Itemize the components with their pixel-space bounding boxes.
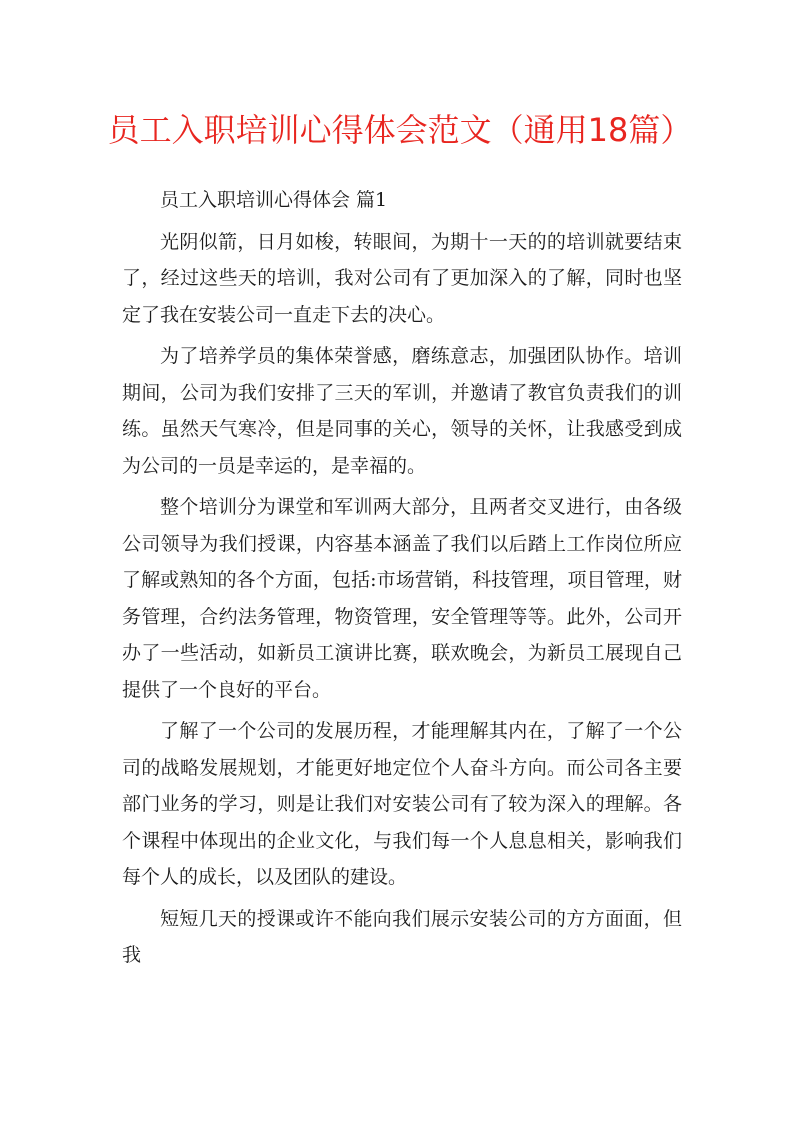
paragraph: 短短几天的授课或许不能向我们展示安装公司的方方面面，但我 [122, 907, 682, 966]
paragraph: 了解了一个公司的发展历程，才能理解其内在，了解了一个公司的战略发展规划，才能更好地定位个人奋斗方向。而公司各主要部门业务的学习，则是让我们对安装公司有了较为深入的理解。各个课程中体现出的企业文化，与我们每一个人息息相关，影响我们每个人的成长，以及团队的建设。 [122, 720, 682, 888]
paragraph: 为了培养学员的集体荣誉感，磨练意志，加强团队协作。培训期间，公司为我们安排了三天的军训，并邀请了教官负责我们的训练。虽然天气寒冷，但是同事的关心，领导的关怀，让我感受到成为公司的一员是幸运的，是幸福的。 [122, 345, 682, 477]
document-title: 员工入职培训心得体会范文（通用18篇） [107, 111, 693, 149]
section-heading: 员工入职培训心得体会 篇1 [160, 189, 388, 211]
document-body [122, 182, 682, 974]
paragraph: 光阴似箭，日月如梭，转眼间，为期十一天的的培训就要结束了，经过这些天的培训，我对公司有了更加深入的了解，同时也坚定了我在安装公司一直走下去的决心。 [122, 230, 682, 326]
paragraph: 整个培训分为课堂和军训两大部分，且两者交叉进行，由各级公司领导为我们授课，内容基本涵盖了我们以后踏上工作岗位所应了解或熟知的各个方面，包括:市场营销，科技管理，项目管理，财务管理，合约法务管理，物资管理，安全管理等等。此外，公司开办了一些活动，如新员工演讲比赛，联欢晚会，为新员工展现自己提供了一个良好的平台。 [122, 496, 682, 701]
